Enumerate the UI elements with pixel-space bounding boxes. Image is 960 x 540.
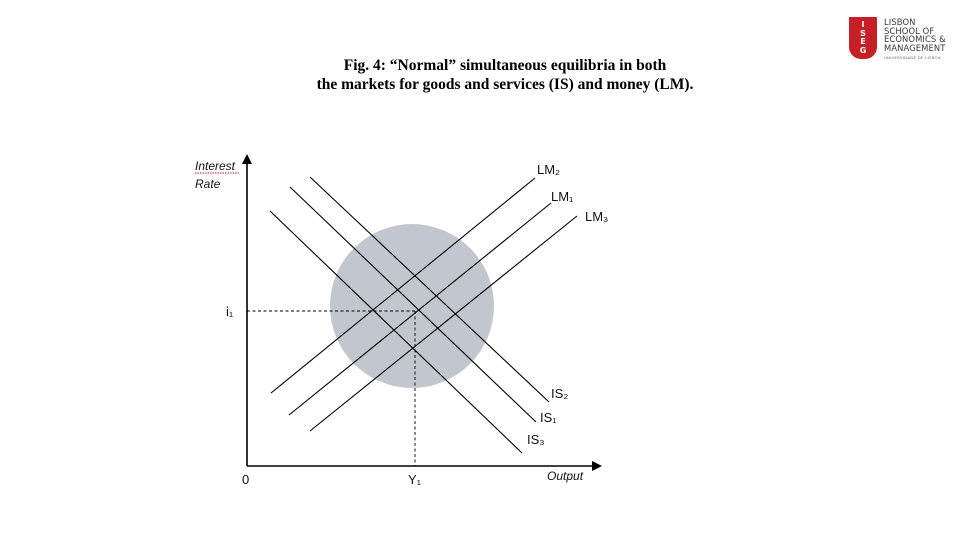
logo-letter-e: E bbox=[860, 37, 866, 46]
logo-letter-i: I bbox=[861, 20, 865, 29]
origin-label: 0 bbox=[242, 472, 250, 487]
lm2-label: LM₂ bbox=[537, 162, 561, 177]
logo-line-2: SCHOOL OF bbox=[884, 25, 935, 36]
lm1-label: LM₁ bbox=[551, 189, 574, 204]
is3-label: IS₃ bbox=[527, 432, 545, 447]
is2-label: IS₂ bbox=[551, 386, 569, 401]
y-axis-title-line-1: Interest bbox=[195, 159, 236, 173]
x-axis-title: Output bbox=[547, 469, 584, 483]
y1-label: Y₁ bbox=[408, 472, 422, 487]
i1-label: i₁ bbox=[226, 304, 234, 319]
logo-letter-s: S bbox=[860, 28, 866, 38]
is1-label: IS₁ bbox=[540, 410, 557, 425]
figure-title-line-1: Fig. 4: “Normal” simultaneous equilibria in both bbox=[343, 57, 667, 74]
logo-line-1: LISBON bbox=[884, 17, 916, 27]
figure-title-line-2: the markets for goods and services (IS) and money (LM). bbox=[316, 76, 694, 93]
y-axis-title-line-2: Rate bbox=[195, 177, 221, 191]
iseg-logo-subtitle: UNIVERSIDADE DE LISBOA bbox=[884, 55, 941, 60]
logo-line-3: ECONOMICS & bbox=[884, 34, 946, 45]
logo-line-4: MANAGEMENT bbox=[884, 42, 946, 53]
logo-letter-g: G bbox=[859, 45, 867, 55]
lm3-label: LM₃ bbox=[585, 209, 609, 224]
